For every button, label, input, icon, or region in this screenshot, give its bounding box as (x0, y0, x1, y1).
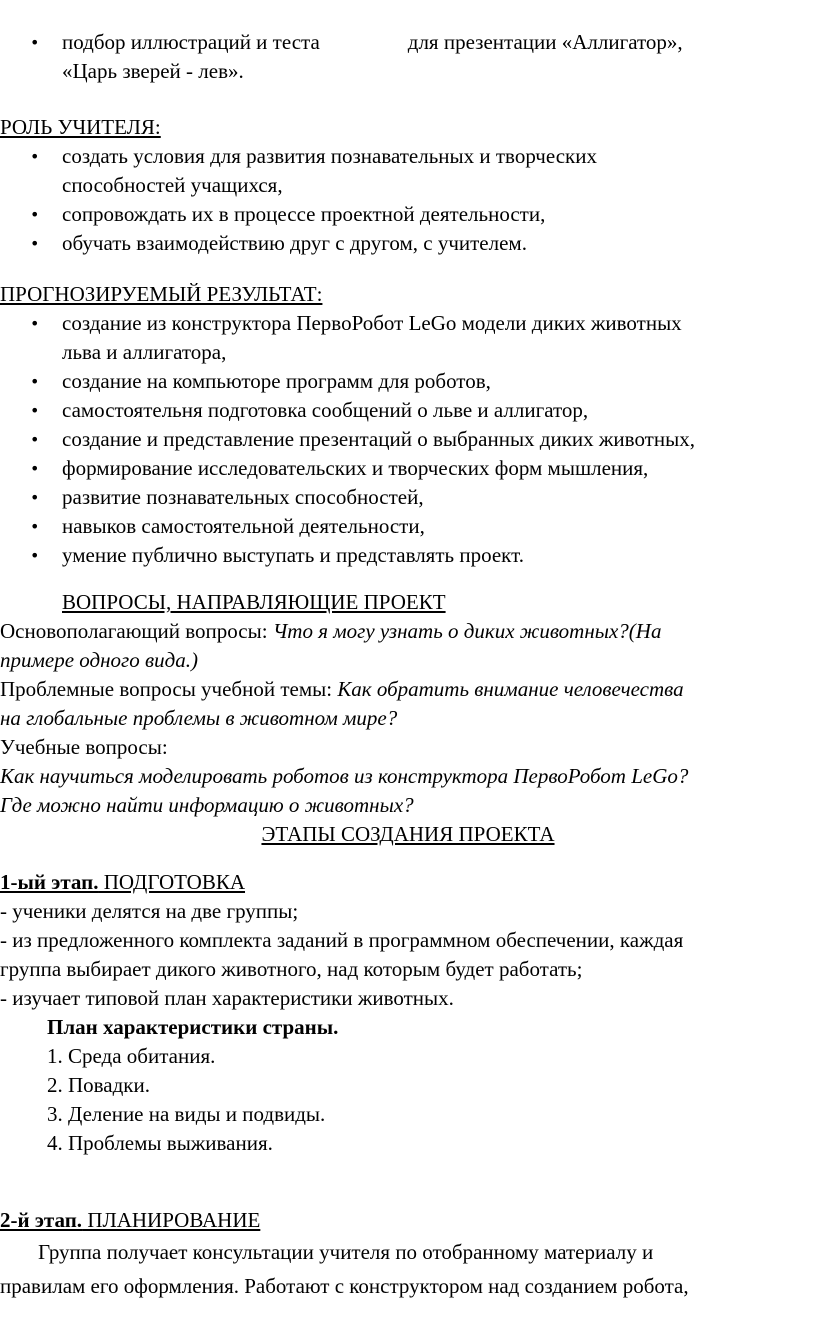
list-item: • формирование исследовательских и творческих форм мышления, (0, 454, 816, 483)
stage-heading (0, 868, 816, 897)
question-label: Проблемные вопросы учебной темы: (0, 677, 338, 701)
problem-question (0, 675, 816, 704)
list-item: • навыков самостоятельной деятельности, (0, 512, 816, 541)
list-item-text: создать условия для развития познавательных и творческих (62, 144, 597, 168)
list-item (0, 28, 816, 86)
text-line: - ученики делятся на две группы; (0, 899, 299, 923)
list-item: • самостоятельня подготовка сообщений о льве и аллигатор, (0, 396, 816, 425)
list-item: • развитие познавательных способностей, (0, 483, 816, 512)
question-text: примере одного вида.) (0, 648, 198, 672)
question-label: Учебные вопросы: (0, 735, 168, 759)
stage2-section (0, 1206, 816, 1303)
list-item: • создание и представление презентаций о выбранных диких животных, (0, 425, 816, 454)
basic-question (0, 617, 816, 646)
section-heading: ПРОГНОЗИРУЕМЫЙ РЕЗУЛЬТАТ: (0, 282, 323, 306)
stage1-section (0, 868, 816, 1158)
section-heading: РОЛЬ УЧИТЕЛЯ: (0, 115, 161, 139)
section-heading: ВОПРОСЫ, НАПРАВЛЯЮЩИЕ ПРОЕКТ (62, 590, 446, 614)
list-item: • сопровождать их в процессе проектной деятельности, (0, 200, 816, 229)
list-item: • обучать взаимодействию друг с другом, с учителем. (0, 229, 816, 258)
text-line: Группа получает консультации учителя по отобранному материалу и (38, 1240, 654, 1264)
question-text: Что я могу узнать о диких животных?(На (272, 619, 662, 643)
list-item-text: для презентации «Аллигатор», (407, 30, 683, 54)
list-item: 2. Повадки. (47, 1073, 151, 1097)
list-item-text: льва и аллигатора, (62, 340, 227, 364)
question-text: Как научиться моделировать роботов из конструктора ПервоРобот LeGo? (0, 764, 689, 788)
text-line: правилам его оформления. Работают с конструктором над созданием робота, (0, 1274, 689, 1298)
text-line: группа выбирает дикого животного, над которым будет работать; (0, 957, 583, 981)
list-item (0, 309, 816, 367)
list-item (0, 142, 816, 200)
result-section (0, 280, 816, 570)
list-item: 1. Среда обитания. (47, 1044, 216, 1068)
stage-name: ПЛАНИРОВАНИЕ (82, 1208, 261, 1232)
question-label: Основополагающий вопросы: (0, 619, 273, 643)
list-item: • создание на компьюторе программ для роботов, (0, 367, 816, 396)
plan-title: План характеристики страны. (47, 1015, 339, 1039)
list-item-text: способностей учащихся, (62, 173, 283, 197)
plan-list (0, 1042, 816, 1158)
question-text: Как обратить внимание человечества (337, 677, 684, 701)
text-line: - из предложенного комплекта заданий в программном обеспечении, каждая (0, 928, 684, 952)
list-item: 3. Деление на виды и подвиды. (47, 1102, 326, 1126)
stage-heading (0, 1206, 816, 1235)
list-item: 4. Проблемы выживания. (47, 1131, 273, 1155)
materials-list (0, 28, 816, 86)
list-item-text: подбор иллюстраций и теста (62, 30, 320, 54)
stage-number: 2-й этап. (0, 1208, 83, 1232)
section-heading: ЭТАПЫ СОЗДАНИЯ ПРОЕКТА (261, 822, 555, 846)
question-text: на глобальные проблемы в животном мире? (0, 706, 398, 730)
list-item-text: создание из конструктора ПервоРобот LeGo модели диких животных (62, 311, 682, 335)
teacher-role-section (0, 113, 816, 258)
questions-section (0, 588, 816, 849)
question-text: Где можно найти информацию о животных? (0, 793, 414, 817)
stage-number: 1-ый этап. (0, 870, 99, 894)
list-item-text: «Царь зверей - лев». (62, 59, 244, 83)
text-line: - изучает типовой план характеристики животных. (0, 986, 454, 1010)
list-item: • умение публично выступать и представлять проект. (0, 541, 816, 570)
stage-name: ПОДГОТОВКА (98, 870, 246, 894)
